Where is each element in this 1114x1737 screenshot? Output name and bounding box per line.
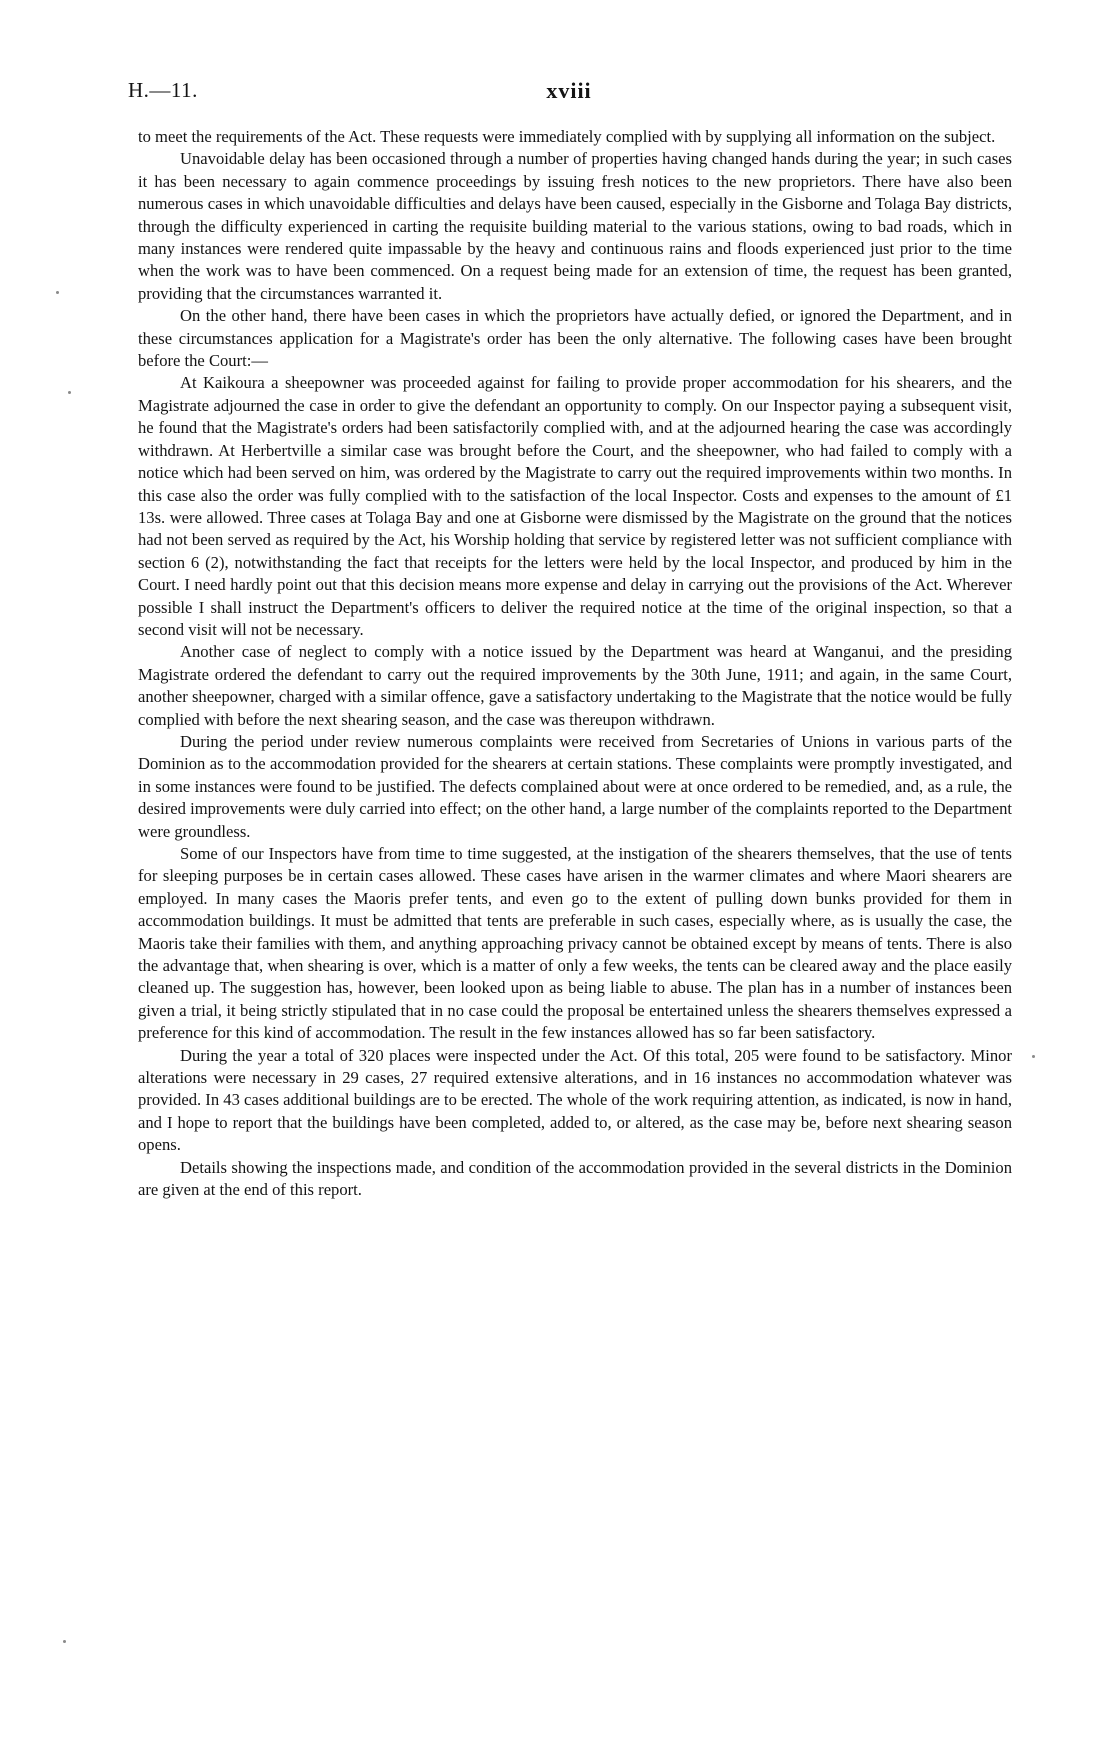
report-body: [138, 126, 1012, 1202]
paragraph: to meet the requirements of the Act. These requests were immediately complied with by supplying all information on the subject.: [138, 127, 996, 146]
paragraph: Unavoidable delay has been occasioned through a number of properties having changed hands during the year; in such cases it has been necessary to again commence proceedings by issuing fresh notices to the new proprietors. There have also been numerous cases in which unavoidable difficulties and delays have been caused, especially in the Gisborne and Tolaga Bay districts, through the difficulty experienced in carting the requisite building material to the various stations, owing to bad roads, which in many instances were rendered quite impassable by the heavy and continuous rains and floods experienced just prior to the time when the work was to have been commenced. On a request being made for an extension of time, the request has been granted, providing that the circumstances warranted it.: [138, 149, 1012, 303]
page-header: [128, 78, 1010, 112]
page-number: xviii: [546, 78, 592, 103]
scan-speck: [63, 1640, 66, 1643]
paragraph: Details showing the inspections made, and condition of the accommodation provided in the several districts in the Dominion are given at the end of this report.: [138, 1157, 1012, 1200]
paragraph: During the year a total of 320 places were inspected under the Act. Of this total, 205 were found to be satisfactory. Minor alterations were necessary in 29 cases, 27 required extensive alterations, and in 16 instances no accommodation whatever was provided. In 43 cases additional buildings are to be erected. The whole of the work requiring attention, as indicated, is now in hand, and I hope to report that the buildings have been completed, added to, or altered, as the case may be, before next shearing season opens.: [138, 1045, 1012, 1155]
scan-speck: [68, 391, 71, 394]
scan-speck: [1032, 1055, 1035, 1058]
paragraph: Some of our Inspectors have from time to time suggested, at the instigation of the shearers themselves, that the use of tents for sleeping purposes be in certain cases allowed. These cases have arisen in the warmer climates and where Maori shearers are employed. In many cases the Maoris prefer tents, and even go to the extent of pulling down bunks provided for them in accommodation buildings. It must be admitted that tents are preferable in such cases, especially where, as is usually the case, the Maoris take their families with them, and anything approaching privacy cannot be obtained except by means of tents. There is also the advantage that, when shearing is over, which is a matter of only a few weeks, the tents can be cleared away and the place easily cleaned up. The suggestion has, however, been looked upon as being liable to abuse. The plan has in a number of instances been given a trial, it being strictly stipulated that in no case could the proposal be entertained unless the shearers themselves expressed a preference for this kind of accommodation. The result in the few instances allowed has so far been satisfactory.: [138, 844, 1012, 1043]
paragraph: On the other hand, there have been cases in which the proprietors have actually defied, or ignored the Department, and in these circumstances application for a Magistrate's order has been the only alternative. The following cases have been brought before the Court:—: [138, 306, 1012, 371]
scan-speck: [56, 291, 59, 294]
paragraph: At Kaikoura a sheepowner was proceeded against for failing to provide proper accommodation for his shearers, and the Magistrate adjourned the case in order to give the defendant an opportunity to comply. On our Inspector paying a subsequent visit, he found that the Magistrate's orders had been satisfactorily complied with, and at the adjourned hearing the case was accordingly withdrawn. At Herbertville a similar case was brought before the Court, and the sheepowner, who had failed to comply with a notice which had been served on him, was ordered by the Magistrate to carry out the required improvements within two months. In this case also the order was fully complied with to the satisfaction of the local Inspector. Costs and expenses to the amount of £1 13s. were allowed. Three cases at Tolaga Bay and one at Gisborne were dismissed by the Magistrate on the ground that the notices had not been served as required by the Act, his Worship holding that service by registered letter was not sufficient compliance with section 6 (2), notwithstanding the fact that receipts for the letters were held by the local Inspector, and produced by him in the Court. I need hardly point out that this decision means more expense and delay in carrying out the provisions of the Act. Wherever possible I shall instruct the Department's officers to deliver the required notice at the time of the original inspection, so that a second visit will not be necessary.: [138, 373, 1012, 639]
paragraph: During the period under review numerous complaints were received from Secretaries of Unions in various parts of the Dominion as to the accommodation provided for the shearers at certain stations. These complaints were promptly investigated, and in some instances were found to be justified. The defects complained about were at once ordered to be remedied, and, as a rule, the desired improvements were duly carried into effect; on the other hand, a large number of the complaints reported to the Department were groundless.: [138, 731, 1012, 841]
paragraph: Another case of neglect to comply with a notice issued by the Department was heard at Wanganui, and the presiding Magistrate ordered the defendant to carry out the required improvements by the 30th June, 1911; and again, in the same Court, another sheepowner, charged with a similar offence, gave a satisfactory undertaking to the Magistrate that the notice would be fully complied with before the next shearing season, and the case was thereupon withdrawn.: [138, 642, 1012, 729]
document-reference: H.—11.: [128, 78, 198, 102]
